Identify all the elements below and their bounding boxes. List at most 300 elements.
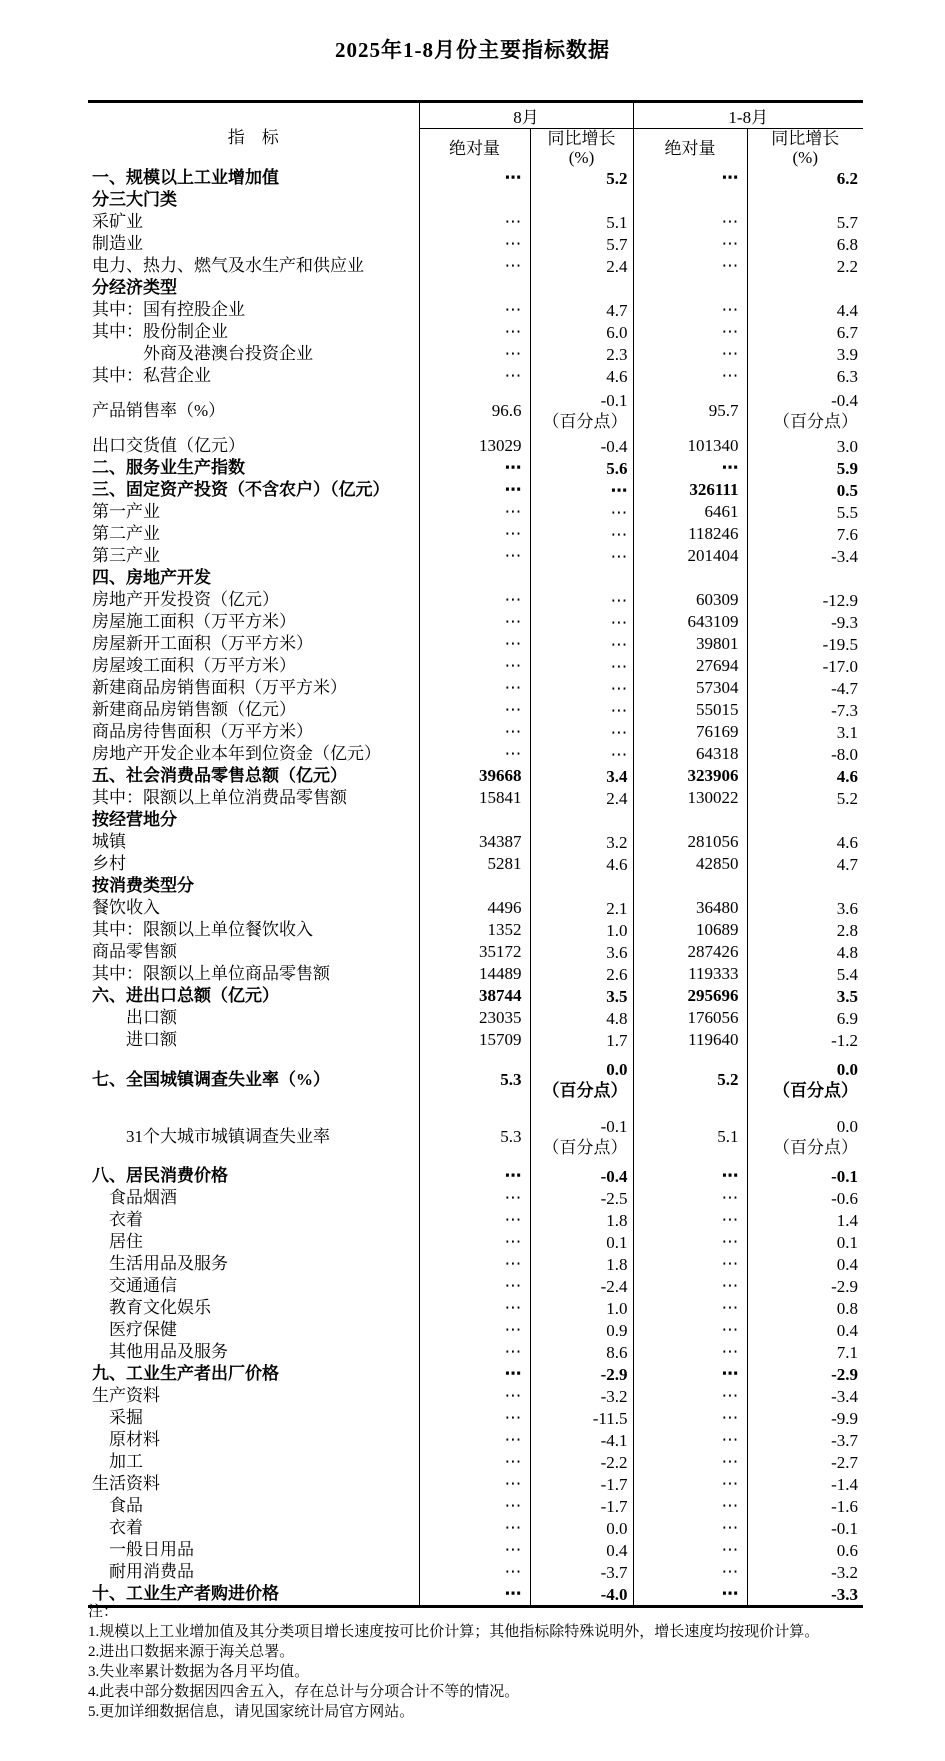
table-row bbox=[88, 611, 863, 633]
cell-absolute-august: ⋯ bbox=[419, 1275, 530, 1297]
cell-absolute-august: ⋯ bbox=[419, 1385, 530, 1407]
cell-growth-jan-aug bbox=[747, 189, 863, 211]
cell-growth-august bbox=[530, 1209, 633, 1231]
cell-growth-jan-aug bbox=[747, 1473, 863, 1495]
growth-value: -9.3 bbox=[831, 612, 859, 632]
cell-absolute-jan-aug: 295696 bbox=[633, 985, 747, 1007]
growth-value: 0.0 bbox=[606, 1059, 628, 1079]
table-row bbox=[88, 853, 863, 875]
growth-value: 0.4 bbox=[836, 1320, 859, 1340]
growth-value: ⋯ bbox=[610, 612, 628, 632]
table-row bbox=[88, 1473, 863, 1495]
cell-absolute-august: ⋯ bbox=[419, 699, 530, 721]
table-row bbox=[88, 435, 863, 457]
cell-growth-jan-aug bbox=[747, 677, 863, 699]
growth-value: -9.9 bbox=[831, 1408, 859, 1428]
cell-growth-jan-aug bbox=[747, 897, 863, 919]
table-row bbox=[88, 1108, 863, 1165]
cell-absolute-august: ⋯ bbox=[419, 633, 530, 655]
table-row bbox=[88, 1209, 863, 1231]
cell-growth-august bbox=[530, 1007, 633, 1029]
cell-growth-august bbox=[530, 1051, 633, 1108]
indicator-label: 房屋施工面积（万平方米） bbox=[92, 612, 296, 631]
table-row bbox=[88, 457, 863, 479]
table-body bbox=[88, 167, 863, 1607]
growth-value: 6.8 bbox=[836, 234, 859, 254]
cell-absolute-august: ⋯ bbox=[419, 677, 530, 699]
cell-growth-jan-aug bbox=[747, 809, 863, 831]
cell-growth-jan-aug bbox=[747, 1231, 863, 1253]
cell-absolute-august: 35172 bbox=[419, 941, 530, 963]
cell-growth-jan-aug bbox=[747, 321, 863, 343]
cell-growth-august bbox=[530, 1165, 633, 1187]
growth-value: 0.4 bbox=[606, 1540, 628, 1560]
indicator-label: 一、规模以上工业增加值 bbox=[92, 168, 279, 187]
growth-value: 2.4 bbox=[606, 788, 628, 808]
growth-ppt-note: （百分点） bbox=[773, 1080, 859, 1100]
growth-value: 0.8 bbox=[836, 1298, 859, 1318]
indicator-label: 六、进出口总额（亿元） bbox=[92, 986, 279, 1005]
cell-growth-august bbox=[530, 1407, 633, 1429]
col-group-august: 8月 bbox=[419, 102, 633, 129]
cell-absolute-jan-aug: ⋯ bbox=[633, 299, 747, 321]
cell-growth-august bbox=[530, 321, 633, 343]
indicator-label: 第一产业 bbox=[92, 502, 160, 521]
growth-value: 1.8 bbox=[606, 1254, 628, 1274]
growth-value: -4.0 bbox=[600, 1584, 628, 1604]
cell-growth-august bbox=[530, 589, 633, 611]
cell-absolute-jan-aug bbox=[633, 567, 747, 589]
indicator-label: 进口额 bbox=[126, 1030, 177, 1049]
growth-value: 4.7 bbox=[606, 300, 628, 320]
table-row bbox=[88, 963, 863, 985]
table-header bbox=[88, 102, 863, 168]
indicator-label: 分经济类型 bbox=[92, 278, 177, 297]
indicator-label: 房屋新开工面积（万平方米） bbox=[92, 634, 313, 653]
cell-growth-jan-aug bbox=[747, 1051, 863, 1108]
growth-value: ⋯ bbox=[610, 546, 628, 566]
table-row bbox=[88, 831, 863, 853]
indicator-label: 十、工业生产者购进价格 bbox=[92, 1584, 279, 1603]
cell-growth-august bbox=[530, 633, 633, 655]
indicators-table bbox=[88, 100, 863, 1608]
indicator-label: 第二产业 bbox=[92, 524, 160, 543]
growth-value: -3.2 bbox=[600, 1386, 628, 1406]
indicator-label: 出口交货值（亿元） bbox=[92, 436, 245, 455]
indicator-label: 九、工业生产者出厂价格 bbox=[92, 1364, 279, 1383]
growth-value: 8.6 bbox=[606, 1342, 628, 1362]
growth-value: -19.5 bbox=[822, 634, 859, 654]
cell-absolute-august: 38744 bbox=[419, 985, 530, 1007]
growth-value: 4.6 bbox=[836, 832, 859, 852]
growth-value: 6.0 bbox=[606, 322, 628, 342]
growth-value: -7.3 bbox=[831, 700, 859, 720]
cell-growth-jan-aug bbox=[747, 963, 863, 985]
indicator-label: 食品烟酒 bbox=[109, 1188, 177, 1207]
growth-ppt-note: （百分点） bbox=[773, 1137, 859, 1157]
growth-label: 同比增长 bbox=[771, 129, 840, 148]
cell-absolute-jan-aug: 643109 bbox=[633, 611, 747, 633]
growth-value: ⋯ bbox=[610, 744, 628, 764]
cell-absolute-august: 34387 bbox=[419, 831, 530, 853]
table-row bbox=[88, 1363, 863, 1385]
cell-absolute-jan-aug: ⋯ bbox=[633, 1187, 747, 1209]
cell-growth-august bbox=[530, 1451, 633, 1473]
cell-absolute-jan-aug: ⋯ bbox=[633, 1407, 747, 1429]
table-row bbox=[88, 1429, 863, 1451]
indicator-label: 产品销售率（%） bbox=[92, 401, 226, 420]
indicator-label: 采掘 bbox=[109, 1408, 143, 1427]
cell-absolute-jan-aug: 326111 bbox=[633, 479, 747, 501]
cell-absolute-jan-aug: 64318 bbox=[633, 743, 747, 765]
growth-value: ⋯ bbox=[610, 502, 628, 522]
indicator-label: 四、房地产开发 bbox=[92, 568, 211, 587]
growth-value: -4.1 bbox=[600, 1430, 628, 1450]
growth-value: 5.2 bbox=[606, 168, 628, 188]
growth-value: ⋯ bbox=[610, 678, 628, 698]
cell-growth-august bbox=[530, 1363, 633, 1385]
cell-absolute-jan-aug: 323906 bbox=[633, 765, 747, 787]
growth-ppt-note: （百分点） bbox=[542, 1137, 628, 1157]
table-row bbox=[88, 1231, 863, 1253]
growth-value: -0.1 bbox=[600, 1116, 628, 1136]
table-row bbox=[88, 211, 863, 233]
growth-value: -2.2 bbox=[600, 1452, 628, 1472]
growth-value: 1.0 bbox=[606, 920, 628, 940]
growth-value: -3.4 bbox=[831, 1386, 859, 1406]
cell-growth-august bbox=[530, 479, 633, 501]
growth-value: 1.8 bbox=[606, 1210, 628, 1230]
footnotes-section bbox=[88, 1602, 836, 1722]
cell-absolute-august: 23035 bbox=[419, 1007, 530, 1029]
cell-absolute-august: ⋯ bbox=[419, 1187, 530, 1209]
cell-growth-jan-aug bbox=[747, 919, 863, 941]
cell-absolute-august: ⋯ bbox=[419, 1407, 530, 1429]
cell-absolute-jan-aug: ⋯ bbox=[633, 1319, 747, 1341]
cell-growth-august bbox=[530, 985, 633, 1007]
table-row bbox=[88, 1539, 863, 1561]
growth-value: 0.1 bbox=[606, 1232, 628, 1252]
growth-value: -1.6 bbox=[831, 1496, 859, 1516]
indicator-label: 新建商品房销售额（亿元） bbox=[92, 700, 296, 719]
indicator-label: 电力、热力、燃气及水生产和供应业 bbox=[92, 256, 364, 275]
indicator-label: 生活用品及服务 bbox=[109, 1254, 228, 1273]
cell-growth-august bbox=[530, 1108, 633, 1165]
cell-absolute-jan-aug: ⋯ bbox=[633, 1341, 747, 1363]
cell-growth-jan-aug bbox=[747, 365, 863, 387]
cell-absolute-august: ⋯ bbox=[419, 1341, 530, 1363]
cell-absolute-august: ⋯ bbox=[419, 1319, 530, 1341]
cell-absolute-jan-aug: ⋯ bbox=[633, 255, 747, 277]
indicator-label: 五、社会消费品零售总额（亿元） bbox=[92, 766, 347, 785]
cell-growth-august bbox=[530, 189, 633, 211]
indicator-label: 其他用品及服务 bbox=[109, 1342, 228, 1361]
growth-value: 5.7 bbox=[836, 212, 859, 232]
growth-value: -3.7 bbox=[600, 1562, 628, 1582]
growth-value: 3.5 bbox=[836, 986, 859, 1006]
cell-growth-jan-aug bbox=[747, 457, 863, 479]
cell-absolute-jan-aug: 5.1 bbox=[633, 1108, 747, 1165]
cell-absolute-jan-aug: ⋯ bbox=[633, 1561, 747, 1583]
indicator-label: 制造业 bbox=[92, 234, 143, 253]
cell-absolute-jan-aug: 119640 bbox=[633, 1029, 747, 1051]
table-row bbox=[88, 299, 863, 321]
cell-absolute-jan-aug: ⋯ bbox=[633, 343, 747, 365]
indicator-label: 居住 bbox=[109, 1232, 143, 1251]
growth-value: -17.0 bbox=[822, 656, 859, 676]
cell-growth-jan-aug bbox=[747, 501, 863, 523]
cell-absolute-jan-aug: ⋯ bbox=[633, 365, 747, 387]
table-row bbox=[88, 765, 863, 787]
cell-absolute-august: 5.3 bbox=[419, 1108, 530, 1165]
growth-value: -4.7 bbox=[831, 678, 859, 698]
growth-value: ⋯ bbox=[610, 480, 628, 500]
cell-absolute-august: ⋯ bbox=[419, 1429, 530, 1451]
cell-absolute-jan-aug: 60309 bbox=[633, 589, 747, 611]
cell-absolute-august: 14489 bbox=[419, 963, 530, 985]
cell-growth-jan-aug bbox=[747, 523, 863, 545]
table-row bbox=[88, 809, 863, 831]
cell-growth-jan-aug bbox=[747, 1539, 863, 1561]
cell-absolute-august bbox=[419, 809, 530, 831]
cell-absolute-august bbox=[419, 567, 530, 589]
cell-growth-jan-aug bbox=[747, 343, 863, 365]
growth-value: -2.7 bbox=[831, 1452, 859, 1472]
cell-absolute-august: ⋯ bbox=[419, 523, 530, 545]
cell-growth-august bbox=[530, 941, 633, 963]
growth-value: -8.0 bbox=[831, 744, 859, 764]
cell-absolute-jan-aug: 119333 bbox=[633, 963, 747, 985]
cell-growth-august bbox=[530, 1539, 633, 1561]
cell-absolute-jan-aug: ⋯ bbox=[633, 1363, 747, 1385]
cell-growth-jan-aug bbox=[747, 1319, 863, 1341]
footnote-line: 2.进出口数据来源于海关总署。 bbox=[88, 1644, 295, 1660]
indicator-label: 生活资料 bbox=[92, 1474, 160, 1493]
cell-growth-august bbox=[530, 655, 633, 677]
growth-value: 5.9 bbox=[836, 458, 859, 478]
cell-growth-jan-aug bbox=[747, 721, 863, 743]
growth-value: -1.7 bbox=[600, 1496, 628, 1516]
growth-value: 2.1 bbox=[606, 898, 628, 918]
indicator-label: 其中：限额以上单位消费品零售额 bbox=[92, 788, 347, 807]
growth-value: -0.6 bbox=[831, 1188, 859, 1208]
cell-growth-august bbox=[530, 545, 633, 567]
cell-growth-jan-aug bbox=[747, 1341, 863, 1363]
growth-value: 3.5 bbox=[606, 986, 628, 1006]
indicator-label: 加工 bbox=[109, 1452, 143, 1471]
table-row bbox=[88, 1319, 863, 1341]
table-row bbox=[88, 233, 863, 255]
cell-growth-jan-aug bbox=[747, 277, 863, 299]
cell-growth-august bbox=[530, 721, 633, 743]
cell-growth-jan-aug bbox=[747, 1561, 863, 1583]
cell-absolute-jan-aug: 101340 bbox=[633, 435, 747, 457]
cell-growth-jan-aug bbox=[747, 1429, 863, 1451]
cell-absolute-august: 5281 bbox=[419, 853, 530, 875]
cell-absolute-jan-aug: 118246 bbox=[633, 523, 747, 545]
growth-value: 0.0 bbox=[836, 1116, 859, 1136]
cell-growth-jan-aug bbox=[747, 1253, 863, 1275]
table-row bbox=[88, 365, 863, 387]
cell-absolute-august bbox=[419, 875, 530, 897]
growth-value: 5.5 bbox=[836, 502, 859, 522]
cell-absolute-jan-aug: ⋯ bbox=[633, 1451, 747, 1473]
indicator-label: 一般日用品 bbox=[109, 1540, 194, 1559]
growth-value: 4.6 bbox=[836, 766, 859, 786]
indicator-label: 其中：限额以上单位餐饮收入 bbox=[92, 920, 313, 939]
footnotes-title: 注： bbox=[88, 1604, 119, 1620]
cell-growth-jan-aug bbox=[747, 1108, 863, 1165]
cell-growth-august bbox=[530, 255, 633, 277]
growth-unit: (%) bbox=[568, 148, 595, 167]
cell-growth-august bbox=[530, 1187, 633, 1209]
indicator-label: 耐用消费品 bbox=[109, 1562, 194, 1581]
growth-value: 5.1 bbox=[606, 212, 628, 232]
cell-absolute-jan-aug: ⋯ bbox=[633, 1253, 747, 1275]
table-row bbox=[88, 589, 863, 611]
growth-value: 3.6 bbox=[606, 942, 628, 962]
indicator-label: 房地产开发企业本年到位资金（亿元） bbox=[92, 744, 381, 763]
growth-value: 3.1 bbox=[836, 722, 859, 742]
cell-growth-august bbox=[530, 743, 633, 765]
table-row bbox=[88, 677, 863, 699]
cell-growth-august bbox=[530, 567, 633, 589]
table-row bbox=[88, 1385, 863, 1407]
cell-growth-jan-aug bbox=[747, 1275, 863, 1297]
cell-growth-august bbox=[530, 831, 633, 853]
cell-growth-august bbox=[530, 897, 633, 919]
cell-absolute-jan-aug: ⋯ bbox=[633, 1429, 747, 1451]
cell-absolute-august: ⋯ bbox=[419, 1583, 530, 1607]
cell-growth-jan-aug bbox=[747, 875, 863, 897]
cell-growth-jan-aug bbox=[747, 167, 863, 189]
growth-value: 1.7 bbox=[606, 1030, 628, 1050]
cell-growth-august bbox=[530, 1561, 633, 1583]
growth-value: ⋯ bbox=[610, 634, 628, 654]
growth-value: -3.3 bbox=[831, 1584, 859, 1604]
cell-absolute-august: ⋯ bbox=[419, 1561, 530, 1583]
growth-value: -1.4 bbox=[831, 1474, 859, 1494]
cell-absolute-jan-aug: ⋯ bbox=[633, 233, 747, 255]
cell-growth-jan-aug bbox=[747, 633, 863, 655]
indicator-label: 餐饮收入 bbox=[92, 898, 160, 917]
growth-value: -2.5 bbox=[600, 1188, 628, 1208]
header-group-row bbox=[88, 102, 863, 129]
cell-growth-august bbox=[530, 919, 633, 941]
cell-absolute-august: ⋯ bbox=[419, 299, 530, 321]
cell-absolute-august: ⋯ bbox=[419, 501, 530, 523]
indicator-label: 八、居民消费价格 bbox=[92, 1166, 228, 1185]
cell-absolute-jan-aug: ⋯ bbox=[633, 457, 747, 479]
growth-value: 2.8 bbox=[836, 920, 859, 940]
table-row bbox=[88, 743, 863, 765]
cell-growth-august bbox=[530, 233, 633, 255]
col-group-jan-aug: 1-8月 bbox=[633, 102, 863, 129]
growth-value: -0.1 bbox=[831, 1166, 859, 1186]
cell-growth-jan-aug bbox=[747, 479, 863, 501]
cell-absolute-jan-aug: 201404 bbox=[633, 545, 747, 567]
cell-growth-august bbox=[530, 343, 633, 365]
cell-absolute-jan-aug: 130022 bbox=[633, 787, 747, 809]
cell-absolute-august: ⋯ bbox=[419, 479, 530, 501]
cell-absolute-jan-aug bbox=[633, 875, 747, 897]
cell-growth-august bbox=[530, 523, 633, 545]
cell-growth-august bbox=[530, 365, 633, 387]
table-row bbox=[88, 387, 863, 435]
cell-absolute-jan-aug: ⋯ bbox=[633, 1539, 747, 1561]
cell-absolute-jan-aug bbox=[633, 189, 747, 211]
cell-growth-jan-aug bbox=[747, 1363, 863, 1385]
cell-absolute-jan-aug: 39801 bbox=[633, 633, 747, 655]
cell-growth-jan-aug bbox=[747, 655, 863, 677]
cell-absolute-august: ⋯ bbox=[419, 321, 530, 343]
growth-value: -2.4 bbox=[600, 1276, 628, 1296]
cell-growth-august bbox=[530, 1231, 633, 1253]
cell-growth-jan-aug bbox=[747, 211, 863, 233]
cell-growth-jan-aug bbox=[747, 1187, 863, 1209]
growth-value: 4.7 bbox=[836, 854, 859, 874]
table-row bbox=[88, 479, 863, 501]
cell-growth-jan-aug bbox=[747, 1165, 863, 1187]
table-row bbox=[88, 1407, 863, 1429]
table-row bbox=[88, 321, 863, 343]
growth-value: 1.0 bbox=[606, 1298, 628, 1318]
cell-absolute-jan-aug: 36480 bbox=[633, 897, 747, 919]
cell-absolute-august: 13029 bbox=[419, 435, 530, 457]
cell-growth-august bbox=[530, 875, 633, 897]
cell-absolute-jan-aug: ⋯ bbox=[633, 167, 747, 189]
cell-growth-jan-aug bbox=[747, 985, 863, 1007]
cell-absolute-august: 39668 bbox=[419, 765, 530, 787]
cell-growth-august bbox=[530, 277, 633, 299]
cell-growth-jan-aug bbox=[747, 1517, 863, 1539]
cell-growth-jan-aug bbox=[747, 831, 863, 853]
col-header-absolute-august: 绝对量 bbox=[419, 129, 530, 168]
table-row bbox=[88, 1297, 863, 1319]
cell-absolute-august: ⋯ bbox=[419, 1363, 530, 1385]
growth-value: -2.9 bbox=[600, 1364, 628, 1384]
cell-absolute-jan-aug: 281056 bbox=[633, 831, 747, 853]
cell-growth-august bbox=[530, 299, 633, 321]
cell-growth-august bbox=[530, 1495, 633, 1517]
growth-value: -3.4 bbox=[831, 546, 859, 566]
cell-absolute-jan-aug: ⋯ bbox=[633, 1209, 747, 1231]
cell-growth-jan-aug bbox=[747, 1451, 863, 1473]
indicator-label: 采矿业 bbox=[92, 212, 143, 231]
cell-growth-august bbox=[530, 1341, 633, 1363]
col-header-growth-august bbox=[530, 129, 633, 168]
growth-value: 5.2 bbox=[836, 788, 859, 808]
cell-absolute-jan-aug: 76169 bbox=[633, 721, 747, 743]
growth-value: 0.4 bbox=[836, 1254, 859, 1274]
growth-value: 7.1 bbox=[836, 1342, 859, 1362]
cell-growth-august bbox=[530, 1319, 633, 1341]
growth-value: 6.9 bbox=[836, 1008, 859, 1028]
growth-value: 6.3 bbox=[836, 366, 859, 386]
table-row bbox=[88, 1341, 863, 1363]
table-row bbox=[88, 523, 863, 545]
table-row bbox=[88, 1495, 863, 1517]
indicator-label: 出口额 bbox=[126, 1008, 177, 1027]
cell-absolute-jan-aug: ⋯ bbox=[633, 1275, 747, 1297]
cell-absolute-jan-aug: ⋯ bbox=[633, 1385, 747, 1407]
cell-absolute-jan-aug: ⋯ bbox=[633, 321, 747, 343]
cell-growth-august bbox=[530, 1385, 633, 1407]
cell-growth-jan-aug bbox=[747, 387, 863, 435]
growth-value: 5.4 bbox=[836, 964, 859, 984]
growth-value: 2.6 bbox=[606, 964, 628, 984]
footnote-line: 3.失业率累计数据为各月平均值。 bbox=[88, 1664, 310, 1680]
